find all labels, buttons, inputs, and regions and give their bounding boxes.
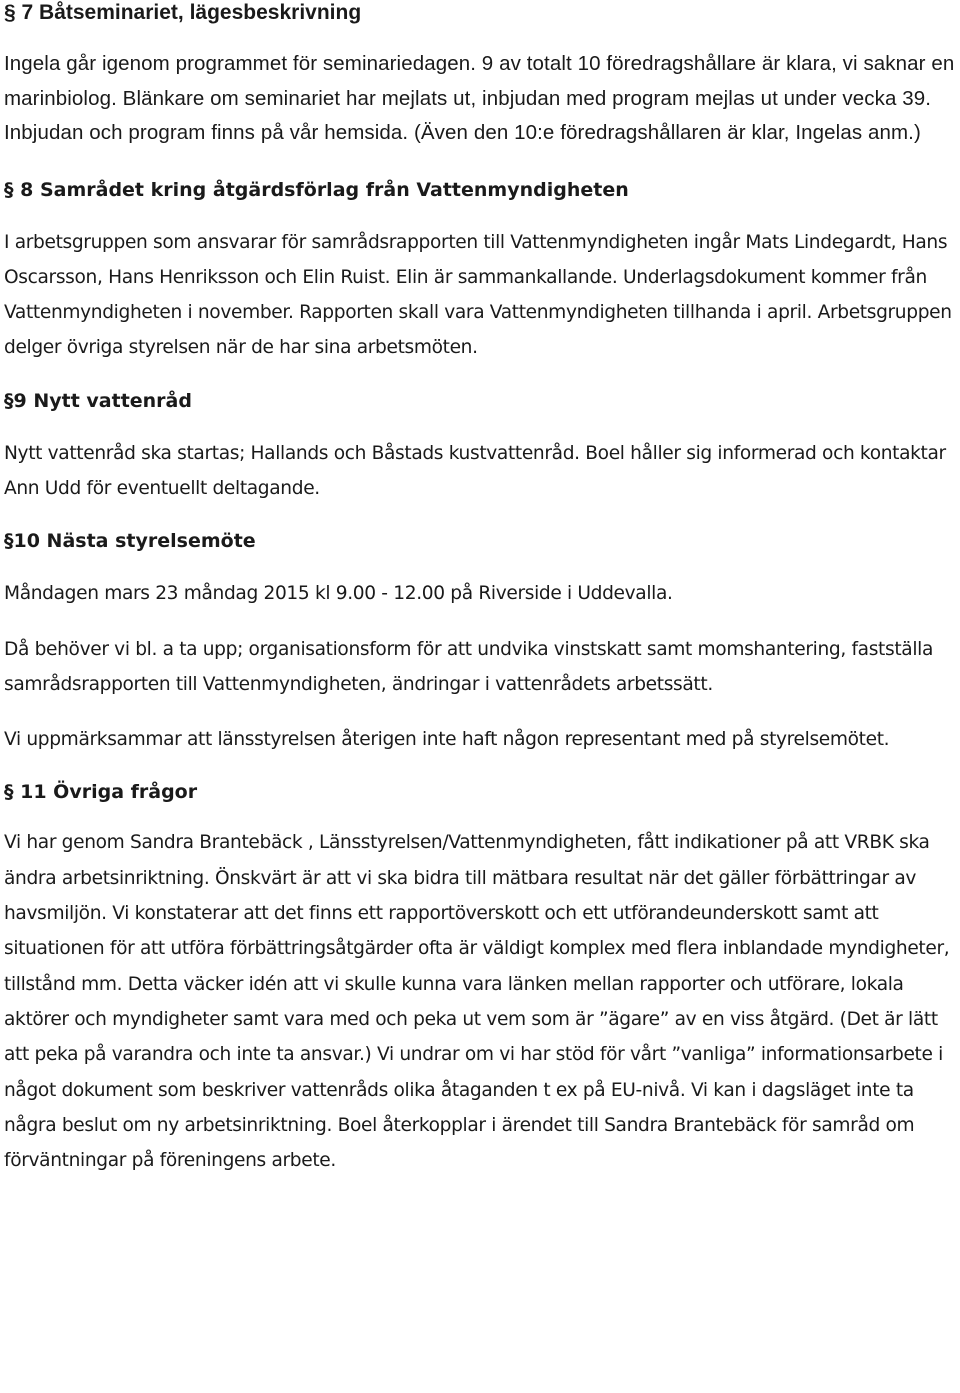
section-8-heading: § 8 Samrådet kring åtgärdsförlag från Vattenmyndigheten xyxy=(4,178,629,201)
section-10-note-paragraph: Vi uppmärksammar att länsstyrelsen återigen inte haft någon representant med på styrelsemötet. xyxy=(4,729,890,751)
document-page xyxy=(4,0,956,1178)
section-10-heading: §10 Nästa styrelsemöte xyxy=(4,530,256,553)
section-11-heading: § 11 Övriga frågor xyxy=(4,781,198,804)
section-9-heading: §9 Nytt vattenråd xyxy=(4,389,192,412)
section-10-meeting-date: Måndagen mars 23 måndag 2015 kl 9.00 - 12.00 på Riverside i Uddevalla. xyxy=(4,583,673,605)
section-8-paragraph: I arbetsgruppen som ansvarar för samrådsrapporten till Vattenmyndigheten ingår Mats Lindegardt, Hans Oscarsson, Hans Henriksson och Elin Ruist. Elin är sammankallande. Underlagsdokument kommer från Vattenmyndigheten i november. Rapporten skall vara Vattenmyndigheten tillhanda i april. Arbetsgruppen delger övriga styrelsen när de har sina arbetsmöten. xyxy=(4,231,952,359)
section-7-heading: § 7 Båtseminariet, lägesbeskrivning xyxy=(4,1,362,24)
section-7-paragraph: Ingela går igenom programmet för seminariedagen. 9 av totalt 10 föredragshållare är klara, vi saknar en marinbiolog. Blänkare om seminariet har mejlats ut, inbjudan med program mejlas ut under vecka 39. Inbjudan och program finns på vår hemsida. (Även den 10:e föredragshållaren är klar, Ingelas anm.) xyxy=(4,52,955,144)
section-9-paragraph: Nytt vattenråd ska startas; Hallands och Båstads kustvattenråd. Boel håller sig informerad och kontaktar Ann Udd för eventuellt deltagande. xyxy=(4,442,946,499)
section-10-agenda-paragraph: Då behöver vi bl. a ta upp; organisationsform för att undvika vinstskatt samt momshantering, fastställa samrådsrapporten till Vattenmyndigheten, ändringar i vattenrådets arbetssätt. xyxy=(4,638,934,695)
section-11-paragraph: Vi har genom Sandra Brantebäck , Länsstyrelsen/Vattenmyndigheten, fått indikationer på att VRBK ska ändra arbetsinriktning. Önskvärt är att vi ska bidra till mätbara resultat när det gäller förbättringar av havsmiljön. Vi konstaterar att det finns ett rapportöverskott och ett utförandeunderskott samt att situationen för att utföra förbättringsåtgärder ofta är väldigt komplex med flera inblandade myndigheter, tillstånd mm. Detta väcker idén att vi skulle kunna vara länken mellan rapporter och utförare, lokala aktörer och myndigheter samt vara med och peka ut vem som är ”ägare” av en viss åtgärd. (Det är lätt att peka på varandra och inte ta ansvar.) Vi undrar om vi har stöd för vårt ”vanliga” informationsarbete i något dokument som beskriver vattenråds olika åtaganden t ex på EU-nivå. Vi kan i dagsläget inte ta några beslut om ny arbetsinriktning. Boel återkopplar i ärendet till Sandra Brantebäck för samråd om förväntningar på föreningens arbete. xyxy=(4,832,950,1172)
